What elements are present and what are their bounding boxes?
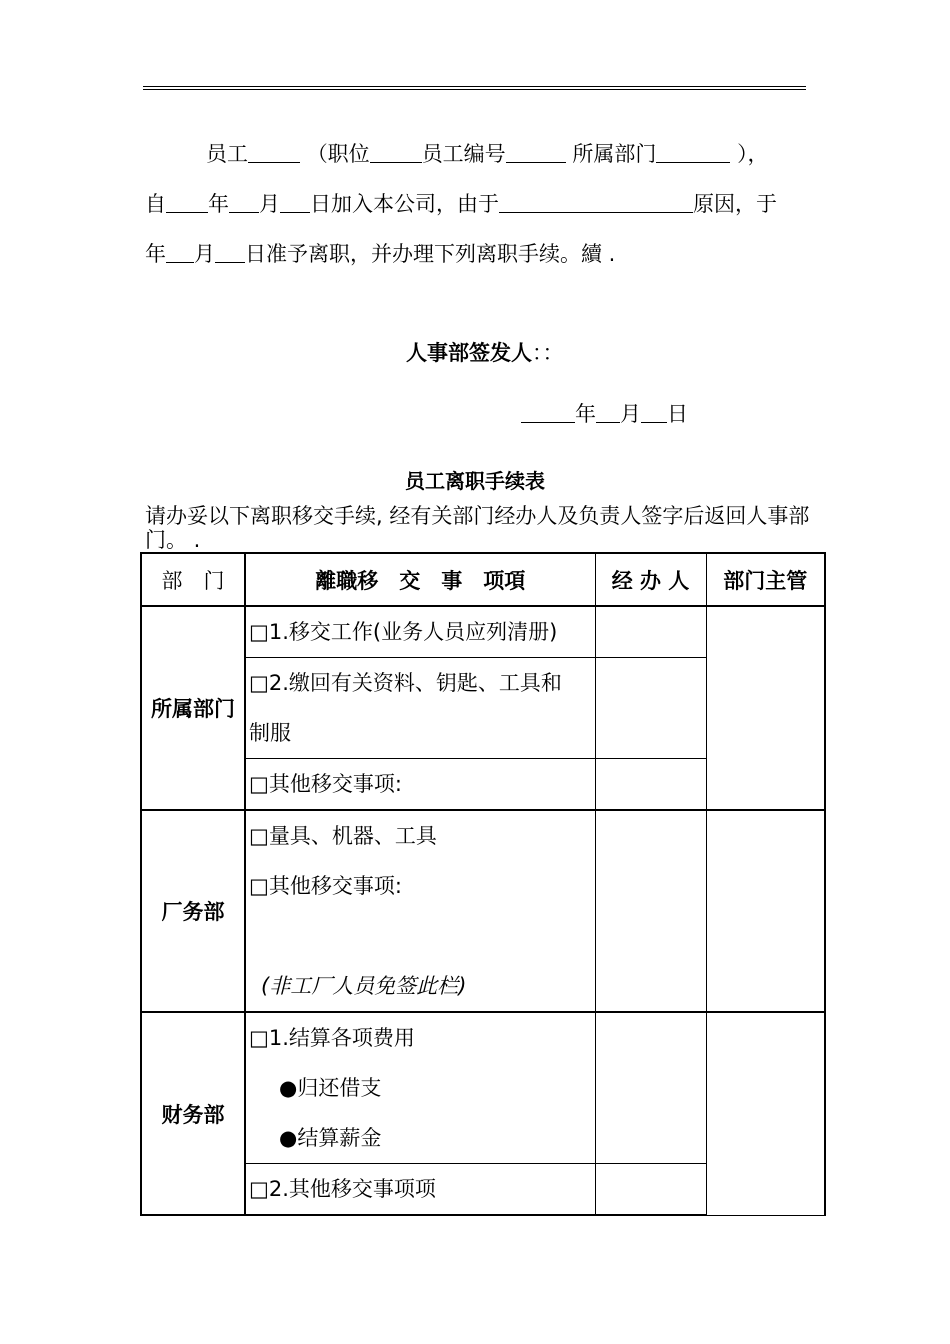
signer-label: 人事部签发人 [406,341,532,365]
item-text: □其他移交事项: [249,874,402,898]
approval-text: 日准予离职，并办理下列离职手续。續 . [245,242,616,266]
item-cell [245,759,595,811]
header-supervisor: 部门主管 [706,553,825,606]
issue-year-blank [521,404,575,423]
item-cell [245,658,595,759]
employee-no-blank [506,144,566,163]
table-header-row [141,553,825,606]
department-label: 所属部门 [572,142,657,166]
employee-no-label: 员工编号 [421,142,506,166]
item-text: □2.缴回有关资料、钥匙、工具和 [249,671,562,695]
issue-date [521,404,688,425]
bullet-item: ●归还借支 [279,1076,382,1100]
item-cell [245,810,595,1012]
top-rule [143,86,806,87]
handler-sign-cell[interactable] [595,658,706,759]
item-cell [245,1164,595,1216]
table-row [141,810,825,1012]
day-label: 日 [667,402,688,426]
join-month-blank [229,194,259,213]
from-label: 自 [145,192,166,216]
handler-sign-cell[interactable] [595,606,706,658]
join-company-text: 日加入本公司，由于 [310,192,499,216]
handler-sign-cell[interactable] [595,759,706,811]
join-year-blank [166,194,208,213]
top-rule-second [143,89,806,90]
month-label: 月 [259,192,280,216]
handover-table [140,552,826,1216]
form-title: 员工离职手续表 [405,469,545,493]
item-text: □其他移交事项: [249,772,402,796]
header-items: 離職移 交 事 项項 [245,553,595,606]
leave-month-blank [166,244,194,263]
table-row [141,606,825,658]
issue-day-blank [641,404,667,423]
month-label: 月 [194,242,215,266]
position-blank [370,144,422,163]
form-instruction: 请办妥以下离职移交手续, 经有关部门经办人及负责人签字后返回人事部门。 . [145,504,810,552]
notice-line-3 [145,244,615,265]
handler-sign-cell[interactable] [595,1012,706,1164]
bullet-item: ●结算薪金 [279,1126,382,1150]
table-row [141,1012,825,1164]
item-cell [245,1012,595,1164]
month-label: 月 [620,402,641,426]
dept-cell-own: 所属部门 [141,606,245,810]
handler-sign-cell[interactable] [595,810,706,1012]
supervisor-sign-cell[interactable] [706,1012,825,1215]
supervisor-sign-cell[interactable] [706,810,825,1012]
item-spacer [249,911,595,961]
issue-month-blank [596,404,620,423]
signer-line [406,343,564,364]
header-dept: 部 门 [141,553,245,606]
position-label: （职位 [306,142,370,166]
year-label: 年 [575,402,596,426]
supervisor-sign-cell[interactable] [706,606,825,810]
close-paren: ）， [737,142,769,166]
dept-cell-finance: 财务部 [141,1012,245,1215]
department-blank [656,144,730,163]
year-label: 年 [208,192,229,216]
dept-cell-factory: 厂务部 [141,810,245,1012]
item-note: (非工厂人员免签此栏) [261,974,467,998]
year-label: 年 [145,242,166,266]
signer-colon: ：： [532,341,564,365]
leave-day-blank [215,244,245,263]
employee-blank [248,144,300,163]
reason-blank [499,194,693,213]
notice-line-1 [206,144,769,165]
item-cell [245,606,595,658]
notice-line-2 [145,194,777,215]
item-text: □量具、机器、工具 [249,824,437,848]
item-text: □1.移交工作(业务人员应列清册) [249,620,558,644]
item-text: □2.其他移交事项项 [249,1177,436,1201]
join-day-blank [280,194,310,213]
employee-label: 员工 [206,142,248,166]
handler-sign-cell[interactable] [595,1164,706,1216]
header-handler: 经 办 人 [595,553,706,606]
item-text: □1.结算各项费用 [249,1026,415,1050]
reason-text: 原因，于 [693,192,777,216]
item-text: 制服 [249,721,291,745]
